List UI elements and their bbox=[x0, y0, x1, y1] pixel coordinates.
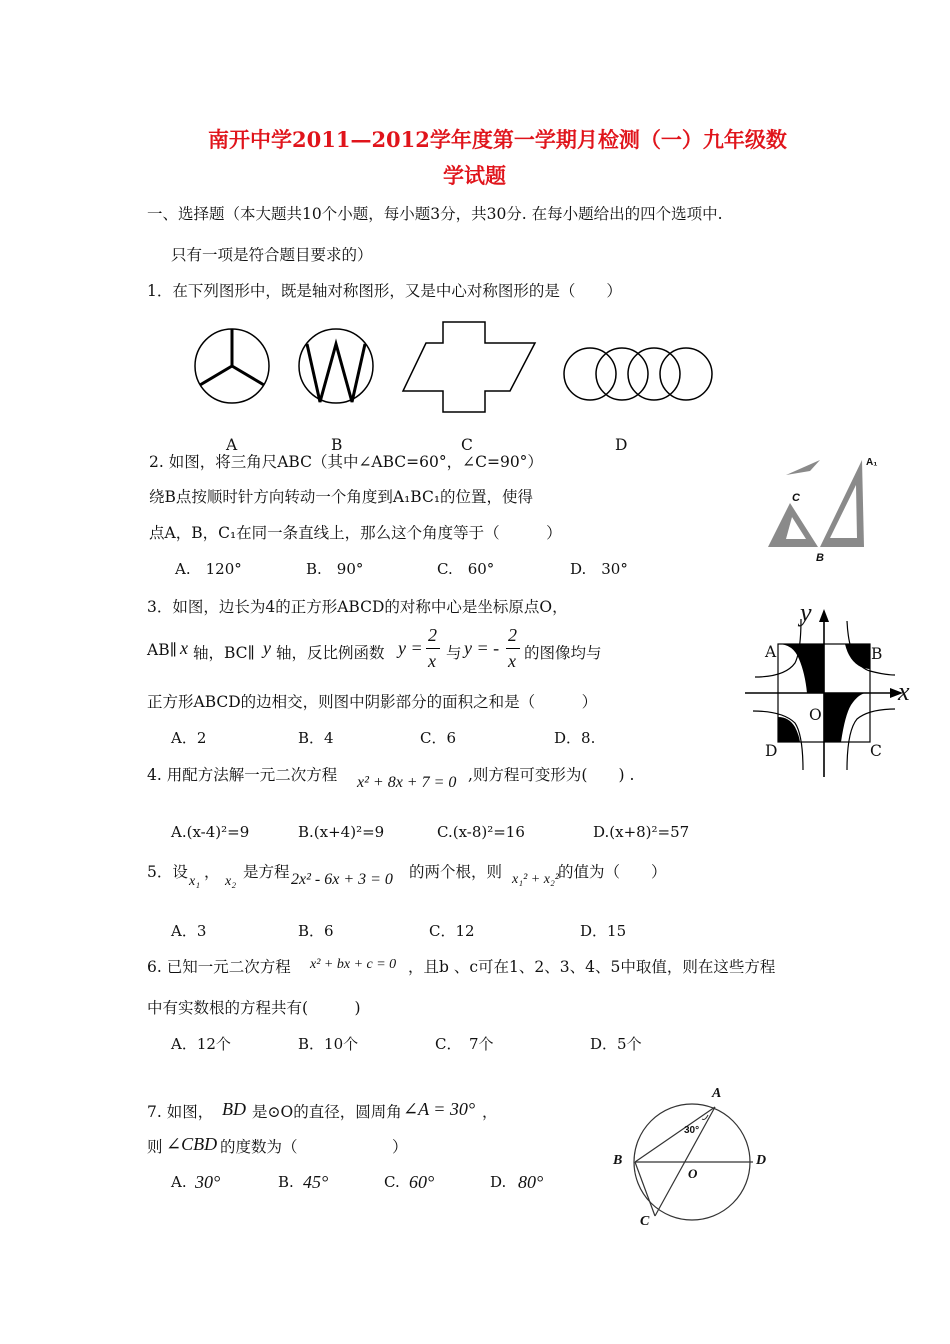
q5-x2: x₂ bbox=[225, 874, 237, 889]
q4-option-d: D.(x+8)²=57 bbox=[593, 823, 690, 841]
q5-equation: 2x² - 6x + 3 = 0 bbox=[291, 871, 393, 888]
q1-label-b: B bbox=[331, 436, 343, 454]
q7-option-d-value: 80° bbox=[518, 1172, 544, 1192]
q7-fig-label-angle: 30° bbox=[684, 1125, 700, 1136]
q1-stem: 1．在下列图形中，既是轴对称图形，又是中心对称图形的是（ ） bbox=[147, 282, 622, 300]
page-title-line2: 学试题 bbox=[443, 163, 506, 188]
q7-fig-label-d: D bbox=[756, 1153, 767, 1168]
q1-figure-d bbox=[564, 348, 712, 400]
q3-line3: 正方形ABCD的边相交，则图中阴影部分的面积之和是（ ） bbox=[147, 693, 598, 711]
q3-fig-label-y: y bbox=[800, 598, 812, 627]
q7-line2-b: 的度数为（ bbox=[220, 1138, 298, 1156]
q3-fig-label-b: B bbox=[871, 645, 883, 663]
section-header-line2: 只有一项是符合题目要求的） bbox=[171, 246, 373, 264]
q2-fig-label-a1: A₁ bbox=[866, 457, 878, 468]
q3-option-c: C．6 bbox=[420, 729, 457, 747]
q3-option-a: A．2 bbox=[171, 729, 207, 747]
q7-line2-a: 则 bbox=[147, 1138, 163, 1156]
q1-label-d: D bbox=[615, 436, 628, 454]
q1-figures bbox=[185, 318, 710, 418]
q6-option-b: B．10个 bbox=[298, 1035, 359, 1053]
q5-x1: x₁ bbox=[189, 874, 201, 889]
q2-option-c: C. 60° bbox=[437, 560, 495, 578]
q3-f2-bar bbox=[506, 648, 520, 649]
q4-option-b: B.(x+4)²=9 bbox=[298, 823, 385, 841]
q3-f2-den: x bbox=[508, 651, 516, 671]
q6-equation: x² + bx + c = 0 bbox=[310, 957, 397, 972]
q2-fig-label-b: B bbox=[816, 552, 824, 564]
q7-option-c-value: 60° bbox=[409, 1172, 435, 1192]
q7-fig-label-a: A bbox=[712, 1086, 722, 1101]
q6-option-c: C． 7个 bbox=[435, 1035, 494, 1053]
q3-option-b: B．4 bbox=[298, 729, 334, 747]
q3-line2-b: 轴，BC∥ bbox=[193, 644, 255, 662]
q4-stem-b: ,则方程可变形为( ) . bbox=[468, 766, 635, 784]
q6-line2: 中有实数根的方程共有( ) bbox=[147, 999, 361, 1017]
q7-option-c-letter: C. bbox=[384, 1173, 400, 1191]
q1-figure-c bbox=[403, 322, 535, 412]
q2-line1: 2. 如图，将三角尺ABC（其中∠ABC=60°，∠C=90°） bbox=[149, 453, 543, 471]
q2-line3: 点A，B，C₁在同一条直线上，那么这个角度等于（ ） bbox=[149, 524, 562, 542]
q3-y-symbol: y bbox=[263, 638, 271, 658]
q5-stem-c: 的两个根，则 bbox=[409, 863, 503, 881]
q6-stem-b: ，且b 、c可在1、2、3、4、5中取值，则在这些方程 bbox=[408, 958, 776, 976]
page-title-line1: 南开中学2011—2012学年度第一学期月检测（一）九年级数 bbox=[208, 127, 787, 152]
q3-f2-lhs: y = - bbox=[464, 638, 500, 658]
q4-option-c: C.(x-8)²=16 bbox=[437, 823, 525, 841]
q7-fig-label-c: C bbox=[640, 1214, 650, 1229]
q7-option-d-letter: D. bbox=[490, 1173, 507, 1191]
q2-line2: 绕B点按顺时针方向转动一个角度到A₁BC₁的位置，使得 bbox=[149, 488, 534, 506]
q7-option-b-value: 45° bbox=[303, 1172, 329, 1192]
q5-stem-a: 5．设 bbox=[147, 863, 188, 881]
q7-option-a-value: 30° bbox=[195, 1172, 221, 1192]
q3-f1-num: 2 bbox=[428, 625, 437, 645]
q2-option-a: A. 120° bbox=[175, 560, 242, 578]
q7-figure-circle bbox=[610, 1085, 780, 1235]
q5-expression: x₁² + x₂² bbox=[512, 872, 560, 887]
q3-line2-a: AB∥ bbox=[147, 641, 177, 659]
q3-fig-label-a: A bbox=[765, 643, 777, 661]
q4-stem-a: 4. 用配方法解一元二次方程 bbox=[147, 766, 338, 784]
q3-f2-num: 2 bbox=[508, 625, 517, 645]
q3-line2-c: 轴，反比例函数 bbox=[276, 644, 385, 662]
q7-fig-label-b: B bbox=[613, 1153, 623, 1168]
q7-option-a-letter: A. bbox=[171, 1173, 187, 1191]
q5-option-d: D．15 bbox=[580, 922, 627, 940]
q5-option-c: C．12 bbox=[429, 922, 475, 940]
q3-f1-lhs: y = bbox=[398, 638, 423, 658]
q3-line2-e: 的图像均与 bbox=[524, 644, 602, 662]
q7-fig-label-o: O bbox=[688, 1166, 698, 1181]
q3-line2-d: 与 bbox=[446, 644, 462, 662]
q6-option-d: D．5个 bbox=[590, 1035, 642, 1053]
q2-fig-label-c: C bbox=[792, 492, 800, 504]
q2-option-d: D. 30° bbox=[570, 560, 628, 578]
q1-figure-b bbox=[299, 329, 373, 403]
q7-stem-a: 7. 如图， bbox=[147, 1103, 214, 1121]
q7-option-b-letter: B. bbox=[278, 1173, 294, 1191]
q2-option-b: B. 90° bbox=[306, 560, 364, 578]
q7-line2-c: ） bbox=[392, 1138, 408, 1156]
q7-line2-angle: ∠CBD bbox=[166, 1134, 218, 1154]
q4-equation: x² + 8x + 7 = 0 bbox=[357, 774, 457, 791]
q4-option-a: A.(x-4)²=9 bbox=[171, 823, 250, 841]
q6-stem-a: 6. 已知一元二次方程 bbox=[147, 958, 291, 976]
q1-label-a: A bbox=[226, 436, 238, 454]
q3-option-d: D．8. bbox=[554, 729, 596, 747]
q7-angle: ∠A = 30° bbox=[403, 1099, 476, 1119]
q1-figure-a bbox=[195, 329, 269, 403]
q7-bd: BD bbox=[222, 1099, 246, 1119]
q5-option-a: A．3 bbox=[171, 922, 207, 940]
q3-fig-label-o: O bbox=[809, 706, 822, 724]
q7-stem-c: ， bbox=[482, 1103, 498, 1121]
q5-stem-b: 是方程 bbox=[243, 863, 290, 881]
q7-stem-b: 是⊙O的直径，圆周角 bbox=[252, 1103, 402, 1121]
section-header-line1: 一、选择题（本大题共10个小题，每小题3分，共30分. 在每小题给出的四个选项中. bbox=[147, 205, 723, 223]
q3-f1-den: x bbox=[428, 651, 436, 671]
q3-f1-bar bbox=[426, 648, 440, 649]
q5-comma: ， bbox=[204, 863, 220, 881]
q6-option-a: A．12个 bbox=[171, 1035, 231, 1053]
q5-stem-d: 的值为（ ） bbox=[558, 863, 667, 881]
q1-label-c: C bbox=[461, 436, 473, 454]
q3-fig-label-c: C bbox=[870, 742, 882, 760]
q3-x-symbol: x bbox=[180, 638, 188, 658]
q5-option-b: B．6 bbox=[298, 922, 334, 940]
q3-fig-label-x: x bbox=[898, 677, 910, 706]
q3-fig-label-d: D bbox=[765, 742, 778, 760]
q3-line1: 3．如图，边长为4的正方形ABCD的对称中心是坐标原点O， bbox=[147, 598, 568, 616]
